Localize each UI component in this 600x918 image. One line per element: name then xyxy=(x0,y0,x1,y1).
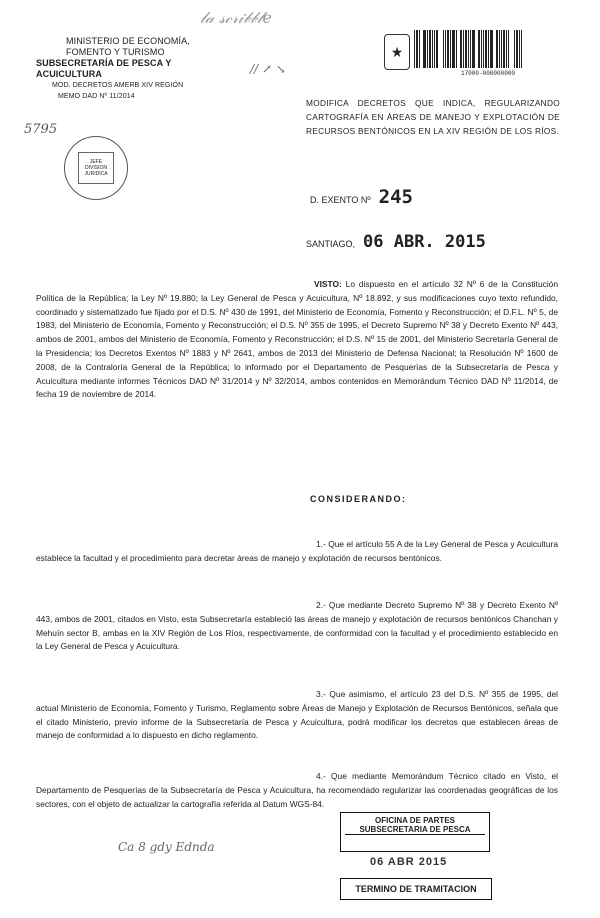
seal-text-1: JEFE xyxy=(89,159,103,165)
barcode-bar xyxy=(476,30,477,68)
barcode-bar xyxy=(447,30,449,68)
barcode-bar xyxy=(481,30,482,68)
considerando-item-1: 1.- Que el artículo 55 A de la Ley General de Pesca y Acuicultura establece la facultad y el procedimiento para decretar áreas de manejo y explotación de recursos bentónicos. xyxy=(36,539,558,563)
decree-number: 245 xyxy=(378,186,413,208)
barcode-bar xyxy=(456,30,457,68)
barcode-bar xyxy=(452,30,455,68)
barcode-bar xyxy=(499,30,500,68)
barcode-bar xyxy=(485,30,487,68)
header-line-4: MOD. DECRETOS AMERB XIV REGIÓN xyxy=(52,82,184,89)
barcode-bar xyxy=(421,30,422,68)
barcode-bar xyxy=(432,30,433,68)
barcode-bar xyxy=(423,30,426,68)
government-logo xyxy=(384,34,410,70)
header-line-3: SUBSECRETARÍA DE PESCA Y ACUICULTURA xyxy=(36,58,172,79)
barcode-bar xyxy=(478,30,480,68)
barcode-bar xyxy=(414,30,415,68)
barcode-bar xyxy=(468,30,469,68)
barcode-bar xyxy=(494,30,495,68)
barcode-bar xyxy=(443,30,444,68)
barcode-bar xyxy=(450,30,451,68)
decree-number-line xyxy=(310,186,413,208)
barcode-bar xyxy=(445,30,446,68)
stamp-line-2: SUBSECRETARIA DE PESCA xyxy=(345,825,485,835)
barcode-bar xyxy=(488,30,489,68)
handwritten-scribble-top: 𝓁𝒶 𝓈𝒸𝓇𝒾𝒷𝒷𝓁𝑒 xyxy=(200,8,272,27)
decree-label: D. EXENTO Nº xyxy=(310,195,371,205)
considerando-item-4: 4.- Que mediante Memorándum Técnico citado en Visto, el Departamento de Pesquerías de la Subsecretaría de Pesca y Acuicultura, ha recomendado regularizar las coordenadas geográficas de los sectores, con el objeto de actualizar la cartografía referida al Datum WGS-84. xyxy=(36,771,558,809)
barcode xyxy=(414,30,562,77)
handwritten-signature-note: Ca 8 gdy Ednda xyxy=(118,840,215,854)
barcode-bar xyxy=(436,30,438,68)
barcode-bar xyxy=(429,30,431,68)
barcode-bar xyxy=(439,30,442,68)
barcode-text: 17000-000000000 xyxy=(460,70,515,77)
seal-inner xyxy=(78,152,114,184)
considerando-item-2: 2.- Que mediante Decreto Supremo Nº 38 y Decreto Exento Nº 443, ambos de 2001, citados en Visto, esta Subsecretaría estableció las áreas de manejo y explotación de recursos bentónicos Chanchan y Mehuín sector B, ambas en la XIV Región de Los Ríos, respectivamente, de conformidad con la facultad y el procedimiento establecido en la Ley General de Pesca y Acuicultura. xyxy=(36,600,558,652)
date-line xyxy=(306,232,486,252)
considerando-item-3: 3.- Que asimismo, el artículo 23 del D.S. Nº 355 de 1995, del actual Ministerio de Economía, Fomento y Turismo, Reglamento sobre Áreas de Manejo y Explotación de Recursos Bentónicos, señala que el citado Ministerio, previo informe de la Subsecretaría de Pesca y Acuicultura, podrá modificar los decretos que establecen áreas de manejo de conformidad a lo dispuesto en dicho reglamento. xyxy=(36,689,558,741)
barcode-bar xyxy=(506,30,507,68)
barcode-bar xyxy=(521,30,522,68)
barcode-bar xyxy=(516,30,518,68)
stamp-footer: TERMINO DE TRAMITACION xyxy=(340,878,492,900)
margin-note: 5795 xyxy=(24,122,58,137)
decree-subject: MODIFICA DECRETOS QUE INDICA, REGULARIZANDO CARTOGRAFÍA EN ÁREAS DE MANEJO Y EXPLOTACIÓN DE RECURSOS BENTÓNICOS EN LA XIV REGIÓN DE LOS RÍOS. xyxy=(306,98,560,136)
considerando-heading: CONSIDERANDO: xyxy=(310,494,407,504)
barcode-bar xyxy=(419,30,420,68)
barcode-bar xyxy=(427,30,428,68)
barcode-bar xyxy=(434,30,435,68)
barcode-bar xyxy=(463,30,464,68)
barcode-bar xyxy=(490,30,493,68)
barcode-bar xyxy=(519,30,520,68)
handwritten-marks: // ↗ ↘ xyxy=(250,62,286,76)
visto-paragraph xyxy=(36,278,558,402)
header-line-5: MEMO DAD Nº 11/2014 xyxy=(58,93,135,100)
barcode-bar xyxy=(460,30,462,68)
ministry-header xyxy=(36,36,236,102)
barcode-bar xyxy=(470,30,471,68)
date-value: 06 ABR. 2015 xyxy=(363,232,486,252)
seal-text-3: JURIDICA xyxy=(84,171,108,177)
date-place: SANTIAGO, xyxy=(306,239,356,249)
barcode-bar xyxy=(496,30,498,68)
barcode-bar xyxy=(416,30,418,68)
star-icon: ★ xyxy=(390,43,404,60)
barcode-bars xyxy=(414,30,562,68)
visto-heading: VISTO: xyxy=(314,279,342,289)
barcode-bar xyxy=(501,30,502,68)
stamp-line-1: OFICINA DE PARTES xyxy=(374,816,455,825)
header-line-2: FOMENTO Y TURISMO xyxy=(66,47,165,57)
barcode-bar xyxy=(508,30,509,68)
barcode-bar xyxy=(458,30,459,68)
barcode-bar xyxy=(514,30,515,68)
seal-text-2: DIVISION xyxy=(85,165,107,171)
stamp-date: 06 ABR 2015 xyxy=(370,856,448,868)
visto-body: Lo dispuesto en el artículo 32 Nº 6 de la Constitución Política de la República; la Ley Nº 19.880; la Ley General de Pesca y Acuicultura, Nº 18.892, y sus modificaciones cuyo texto refundido, coordinado y sistematizado fue fijado por el D.S. Nº 430 de 1991, del Ministerio de Economía, Fomento y Reconstrucción; el D.F.L. Nº 5, de 1983, del Ministerio de Economía, Fomento y Reconstrucción; el D.S. Nº 355 de 1995, el Decreto Supremo Nº 38 y Decreto Exento Nº 443, ambos de 2001, ambos del Ministerio de Economía, Fomento y Reconstrucción; el D.S. Nº 15 de 2001, del Ministerio Secretaría General de la Presidencia; los Decretos Exentos Nº 1883 y Nº 2641, ambos de 2013 del Ministerio de Defensa Nacional; la Resolución Nº 1600 de 2008, de la Contraloría General de la República; lo informado por el Departamento de Pesquerías de la Subsecretaría de Pesca y Acuicultura mediante informes Técnicos DAD Nº 31/2014 y Nº 32/2014, ambos contenidos en Memorándum Técnico DAD Nº 11/2014, de fecha 19 de noviembre de 2014. xyxy=(36,279,558,400)
barcode-bar xyxy=(503,30,505,68)
barcode-bar xyxy=(483,30,484,68)
office-stamp xyxy=(340,812,490,852)
barcode-bar xyxy=(465,30,467,68)
header-line-1: MINISTERIO DE ECONOMÍA, xyxy=(66,36,190,46)
barcode-bar xyxy=(510,30,513,68)
division-seal xyxy=(64,136,128,200)
barcode-bar xyxy=(472,30,475,68)
